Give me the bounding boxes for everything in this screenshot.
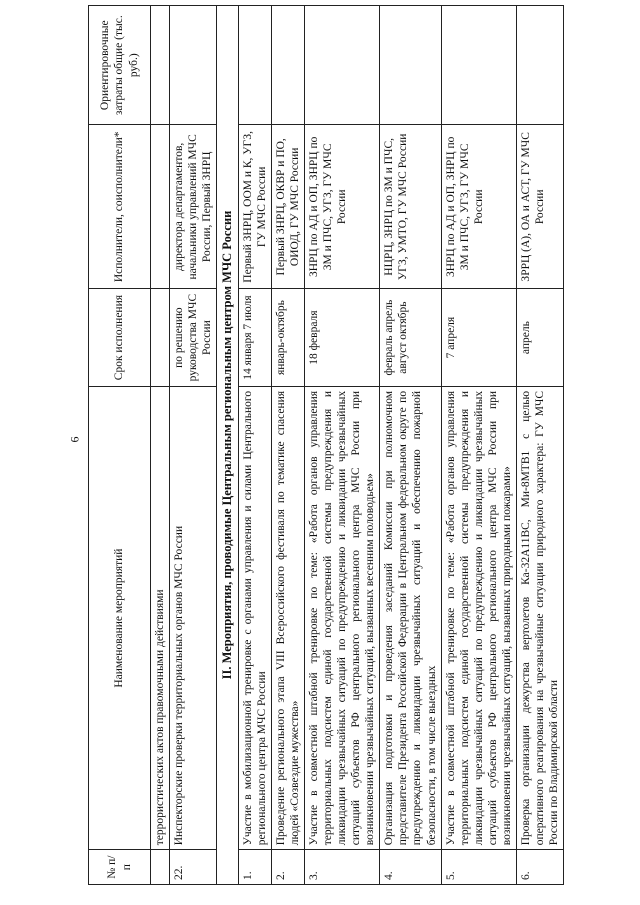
rotated-page — [0, 5, 640, 905]
page-number: 6 — [67, 436, 82, 443]
row-deadline: февраль апрель август октябрь — [380, 289, 441, 387]
row-deadline: 14 января 7 июля — [239, 289, 272, 387]
row-executors: ЗРРЦ (А), ОА и АСТ, ГУ МЧС России — [516, 125, 563, 289]
row-num: 2. — [272, 850, 305, 885]
table-row — [170, 6, 217, 885]
row-executors: Первый ЗНРЦ, ООМ и К, УГЗ, ГУ МЧС России — [239, 125, 272, 289]
row-num: 6. — [516, 850, 563, 885]
section-title: II. Мероприятия, проводимые Центральным региональным центром МЧС России — [217, 6, 239, 885]
row-num: 4. — [380, 850, 441, 885]
row-name: Участие в совместной штабной тренировке по теме: «Работа органов управления территориальных подсистем единой государственной системы предупреждения и ликвидации чрезвычайных ситуаций по предупреждению и ликвидации чрезвычайных ситуаций субъектов РФ центрального регионального центра МЧС России при возникновении чрезвычайных ситуаций, вызванных весенним половодьем» — [305, 386, 380, 849]
row-name: Организация подготовки и проведения заседаний Комиссии при полномочном представителе Президента Российской Федерации в Центральном федеральном округе по предупреждению и ликвидации чрезвычайных ситуаций и обеспечению пожарной безопасности, в том числе выездных — [380, 386, 441, 849]
header-name: Наименование мероприятий — [89, 386, 151, 849]
row-name: Проверка организации дежурства вертолетов Ка-32А11ВС, Ми-8МТВ1 с целью оперативного реагирования на чрезвычайные ситуации природного характера: ГУ МЧС России по Владимирской области — [516, 386, 563, 849]
row-name: террористических актов правомочными действиями — [151, 386, 170, 849]
table-row — [380, 6, 441, 885]
row-name: Проведение регионального этапа VIII Всероссийского фестиваля по тематике спасения людей «Созвездие мужества» — [272, 386, 305, 849]
header-num: № п/п — [89, 850, 151, 885]
row-num: 5. — [441, 850, 516, 885]
table-row — [272, 6, 305, 885]
row-executors: директора департаментов, начальники управлений МЧС России, Первый ЗНРЦ — [170, 125, 217, 289]
row-deadline: 7 апреля — [441, 289, 516, 387]
row-deadline: январь-октябрь — [272, 289, 305, 387]
row-name: Участие в мобилизационной тренировке с органами управления и силами Центрального регионального центра МЧС России — [239, 386, 272, 849]
row-num: 22. — [170, 850, 217, 885]
header-executors: Исполнители, соисполнители* — [89, 125, 151, 289]
table-row — [516, 6, 563, 885]
table-row — [441, 6, 516, 885]
section-row — [217, 6, 239, 885]
row-name: Инспекторские проверки территориальных органов МЧС России — [170, 386, 217, 849]
row-executors: НЦРЦ, ЗНРЦ по ЗМ и ПЧС, УГЗ, УМТО, ГУ МЧС России — [380, 125, 441, 289]
header-costs: Ориентировочные затраты общие (тыс. руб.) — [89, 6, 151, 125]
table-row — [305, 6, 380, 885]
row-executors: ЗНРЦ по АД и ОП, ЗНРЦ по ЗМ и ПЧС, УГЗ, ГУ МЧС России — [305, 125, 380, 289]
row-name: Участие в совместной штабной тренировке по теме: «Работа органов управления территориальных подсистем единой государственной системы предупреждения и ликвидации чрезвычайных ситуаций по предупреждению и ликвидации чрезвычайных ситуаций субъектов РФ центрального регионального центра МЧС России при возникновении чрезвычайных ситуаций, вызванных природными пожарами» — [441, 386, 516, 849]
header-row — [89, 6, 151, 885]
plan-table — [88, 5, 564, 885]
table-row — [151, 6, 170, 885]
row-executors: Первый ЗНРЦ, ОКВР и ПО, ОИОД, ГУ МЧС России — [272, 125, 305, 289]
header-deadline: Срок исполнения — [89, 289, 151, 387]
row-deadline: по решению руководства МЧС России — [170, 289, 217, 387]
row-num: 1. — [239, 850, 272, 885]
row-executors: ЗНРЦ по АД и ОП, ЗНРЦ по ЗМ и ПЧС, УГЗ, ГУ МЧС России — [441, 125, 516, 289]
row-deadline: 18 февраля — [305, 289, 380, 387]
table-row — [239, 6, 272, 885]
row-num: 3. — [305, 850, 380, 885]
row-deadline: апрель — [516, 289, 563, 387]
